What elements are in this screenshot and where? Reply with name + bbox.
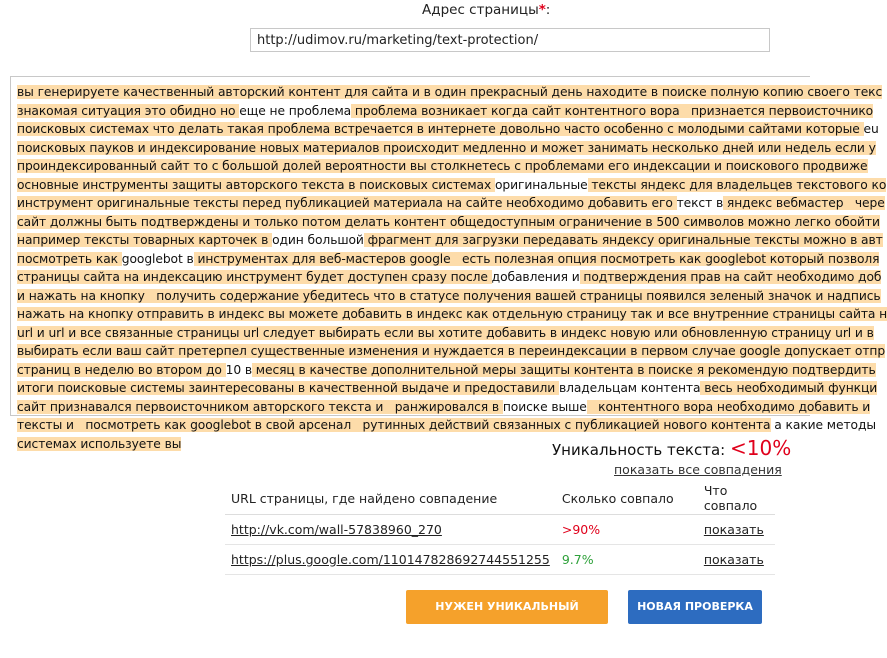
unique-text-segment: googlebot в	[121, 251, 194, 266]
url-label	[422, 2, 550, 18]
matched-text-segment: тексты яндекс для владельцев текстового ко	[587, 177, 887, 192]
unique-text-segment: а какие методы	[770, 418, 880, 432]
match-percent: 9.7%	[556, 545, 698, 575]
matched-text-segment: месяц в качестве дополнительной меры защиты контента в поиске я рекомендую подтвердить	[252, 362, 876, 377]
unique-text-segment: владельцам контента	[558, 381, 701, 395]
text-line	[17, 324, 874, 343]
matched-text-segment: выбирать если ваш сайт претерпел существенные изменения и нуждается в переиндексации в первом случае google допускает отпр	[17, 344, 886, 358]
text-line	[17, 176, 887, 195]
unique-content-button[interactable]: НУЖЕН УНИКАЛЬНЫЙ КОНТЕНТ?	[406, 590, 608, 624]
matched-text-segment: посмотреть как	[17, 251, 122, 266]
text-line	[17, 361, 876, 380]
match-percent: >90%	[556, 515, 698, 545]
text-line	[17, 83, 883, 102]
unique-text-segment: текст в	[676, 196, 724, 210]
uniqueness-label: Уникальность текста:	[552, 441, 726, 459]
unique-text-segment: поиске выше	[502, 399, 587, 414]
matched-text-segment: системах используете вы	[17, 436, 182, 451]
unique-text-segment: еще не проблема	[239, 103, 352, 118]
matches-table	[225, 482, 775, 575]
matched-text-segment: инструмент оригинальные тексты перед публикацией материала на сайте необходимо добавить его	[17, 196, 677, 210]
column-header-what: Что совпало	[698, 482, 775, 515]
matched-text-segment: фрагмент для загрузки передавать яндексу оригинальные тексты можно в авт	[363, 233, 883, 247]
matched-text-segment: инструментах для веб-мастеров google есть полезная опция посмотреть как googlebot который позволя	[193, 251, 880, 266]
new-check-button[interactable]: НОВАЯ ПРОВЕРКА	[628, 590, 762, 624]
text-line	[17, 194, 885, 213]
text-line	[17, 305, 887, 324]
text-line	[17, 416, 880, 435]
matched-text-segment: подтверждения прав на сайт необходимо доб	[579, 270, 882, 284]
table-row	[225, 545, 775, 575]
text-line	[17, 342, 886, 361]
matched-text-segment: страницы сайта на индексацию инструмент будет доступен сразу после	[17, 270, 492, 284]
url-label-text: Адрес страницы	[422, 2, 539, 18]
table-header-row	[225, 482, 775, 515]
matched-text-segment: сайт признавался первоисточником авторского текста и ранжировался в	[17, 399, 503, 414]
matched-text-segment: поисковых системах что делать такая проблема встречается в интернете довольно часто особенно с молодыми сайтами которые	[17, 122, 864, 136]
text-line	[17, 268, 882, 287]
matched-text-segment: например тексты товарных карточек в	[17, 233, 273, 247]
matched-text-segment: вы генерируете качественный авторский контент для сайта и в один прекрасный день находите в поиске полную копию своего текс	[17, 85, 883, 99]
unique-text-segment: добавления и	[491, 270, 580, 284]
matched-text-segment: url и url и все связанные страницы url следует выбирать если вы хотите добавить в индекс новую или обновленную страницу url и в	[17, 325, 874, 340]
matched-text-segment: проблема возникает когда сайт контентного вора признается первоисточнико	[351, 103, 874, 118]
text-content	[17, 83, 887, 453]
matched-text-segment: знакомая ситуация это обидно но	[17, 103, 240, 118]
text-line	[17, 102, 874, 121]
text-line	[17, 379, 878, 398]
matched-text-segment: контентного вора необходимо добавить и	[586, 399, 871, 414]
show-match-link[interactable]: показать	[703, 522, 764, 537]
text-line	[17, 287, 881, 306]
matched-text-segment: сайт должны быть подтверждены и только потом делать контент общедоступным ограничение в 500 символов можно легко обойти	[17, 214, 880, 229]
match-url-link[interactable]: https://plus.google.com/110147828692744551255	[231, 552, 550, 567]
column-header-url: URL страницы, где найдено совпадение	[225, 482, 556, 515]
matched-text-segment: и нажать на кнопку получить содержание убедитесь что в статусе получения вашей страницы появился зеленый значок и надпись	[17, 288, 881, 303]
text-line	[17, 139, 876, 158]
unique-text-segment: оригинальные	[494, 177, 588, 192]
table-row	[225, 515, 775, 545]
match-url-link[interactable]: http://vk.com/wall-57838960_270	[231, 522, 442, 537]
show-match-link[interactable]: показать	[703, 552, 764, 567]
matched-text-segment: итоги поисковые системы заинтересованы в качественной выдаче и предоставили	[17, 381, 559, 395]
text-line	[17, 398, 871, 417]
column-header-percent: Сколько совпало	[556, 482, 698, 515]
text-line	[17, 213, 880, 232]
text-line	[17, 231, 883, 250]
text-line	[17, 120, 879, 139]
matched-text-segment: страниц в неделю во втором до	[17, 362, 226, 377]
matched-text-segment: весь необходимый функци	[700, 381, 878, 395]
matched-text-segment: поисковых пауков и индексирование новых материалов происходит медленно и может занимать несколько дней или недель если у	[17, 140, 876, 155]
matched-text-segment: нажать на кнопку отправить в индекс вы можете добавить в индекс как отдельную страницу так и все внутренние страницы сайта н	[17, 307, 887, 321]
uniqueness-value: <10%	[730, 436, 792, 460]
text-line	[17, 250, 880, 269]
unique-text-segment: один большой	[272, 233, 364, 247]
matched-text-segment: основные инструменты защиты авторского текста в поисковых системах	[17, 177, 495, 192]
url-input[interactable]	[250, 28, 770, 52]
show-all-matches-link[interactable]: показать все совпадения	[614, 462, 782, 477]
text-line	[17, 157, 868, 176]
matched-text-segment: тексты и посмотреть как googlebot в свой арсенал рутинных действий связанных с публикацией нового контента	[17, 418, 771, 432]
label-colon: :	[545, 2, 551, 18]
uniqueness-result	[552, 436, 791, 460]
required-mark: *	[538, 2, 546, 18]
matched-text-segment: яндекс вебмастер чере	[723, 196, 885, 210]
unique-text-segment: 10 в	[225, 362, 252, 377]
matched-text-segment: проиндексированный сайт то с большой долей вероятности вы столкнетесь с проблемами его индексации и поискового продвиже	[17, 159, 868, 173]
unique-text-segment: еu	[863, 122, 879, 136]
